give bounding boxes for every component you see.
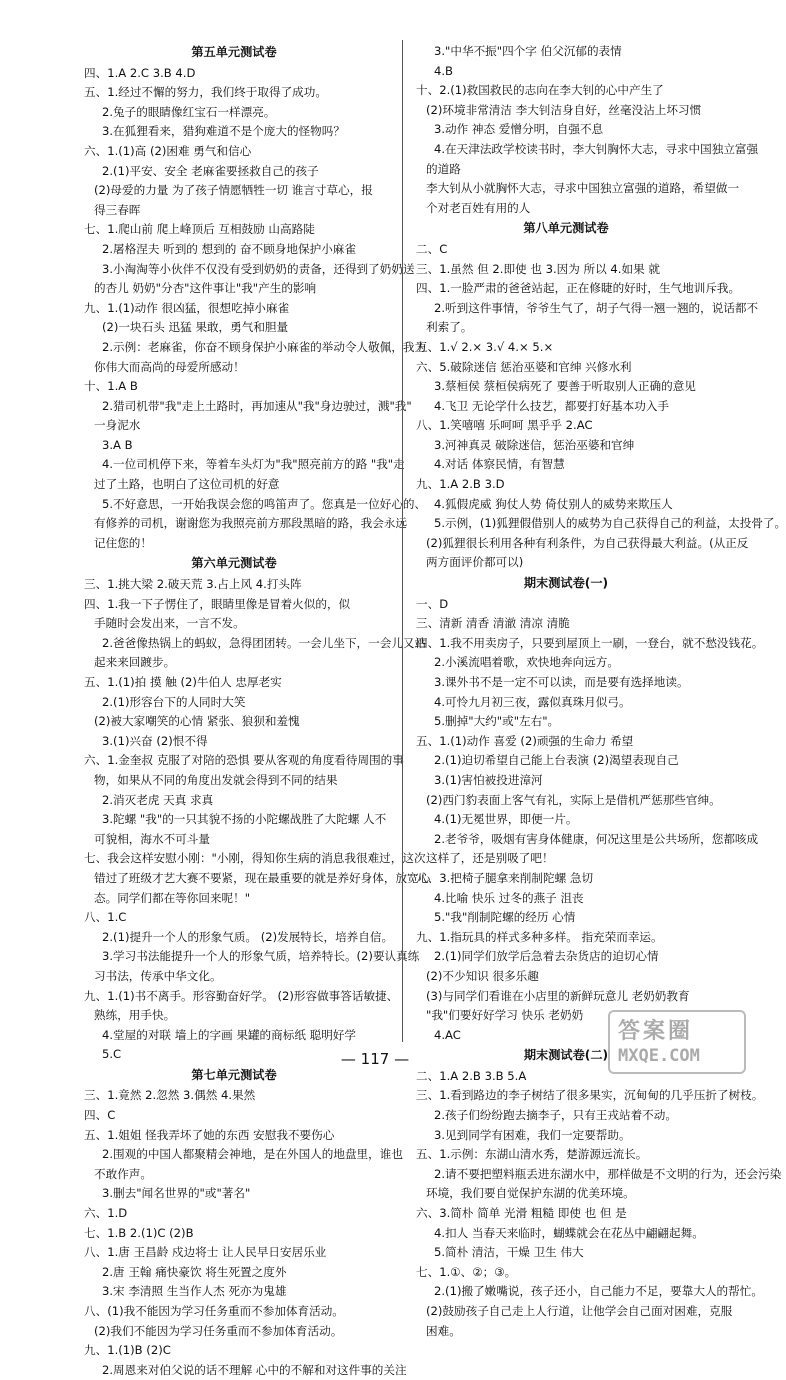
answer-line: 态。同学们都在等你回来呢！" xyxy=(94,890,251,905)
answer-line: 的道路 xyxy=(426,161,461,176)
section-heading: 期末测试卷(一) xyxy=(523,576,609,591)
answer-line: 3.在狐狸看来，猎狗难道不是个庞大的怪物吗？ xyxy=(102,124,345,139)
answer-line: 有修养的司机，谢谢您为我照亮前方那段黑暗的路，我会永远 xyxy=(94,516,408,531)
answer-line: (2)被大家嘲笑的心情 紧张、狼狈和羞愧 xyxy=(94,714,300,729)
answer-line: 4.比喻 快乐 过冬的燕子 沮丧 xyxy=(434,890,584,905)
answer-line: 你伟大而高尚的母爱所感动！ xyxy=(94,359,245,374)
answer-line: 3.(1)害怕被投进漳河 xyxy=(434,772,543,787)
answer-line: 五、1.(1)动作 喜爱 (2)顽强的生命力 希望 xyxy=(416,733,634,748)
answer-line: 八、(1)我不能因为学习任务重而不参加体育活动。 xyxy=(84,1304,344,1318)
answer-line: 2.消灭老虎 天真 求真 xyxy=(102,792,214,807)
section-heading: 第六单元测试卷 xyxy=(191,556,277,571)
answer-line: 错过了班级才艺大赛不要紧，现在最重要的就是养好身体，放宽心 xyxy=(94,870,431,885)
answer-line: 三、清新 清香 清澈 清凉 清脆 xyxy=(416,616,570,631)
answer-line: 5.不好意思，一开始我误会您的鸣笛声了。您真是一位好心的、 xyxy=(102,496,427,511)
answer-line: 2.周恩来对伯父说的话不理解 心中的不解和对这件事的关注 xyxy=(102,1362,407,1377)
answer-line: 4.一位司机停下来，等着车头灯为"我"照亮前方的路 "我"走 xyxy=(102,457,405,472)
answer-line: 2.小溪流唱着歌，欢快地奔向远方。 xyxy=(434,655,619,670)
answer-line: 三、1.竟然 2.忽然 3.偶然 4.果然 xyxy=(84,1088,256,1103)
answer-line: 三、1.虽然 但 2.即使 也 3.因为 所以 4.如果 就 xyxy=(416,261,660,276)
answer-line: 5.简朴 清洁，干燥 卫生 伟大 xyxy=(434,1245,584,1260)
answer-line: 3.A B xyxy=(102,437,133,452)
answer-line: 五、1.示例：东湖山清水秀，楚游源远流长。 xyxy=(416,1147,648,1162)
answer-line: (2)一块石头 迅猛 果敢，勇气和胆量 xyxy=(102,320,289,335)
section-heading: 第八单元测试卷 xyxy=(523,221,609,236)
answer-line: 2.(1)同学们放学后急着去杂货店的迫切心情 xyxy=(434,949,659,964)
answer-line: 4.B xyxy=(434,63,454,78)
answer-line: 六、1.D xyxy=(84,1206,128,1221)
answer-line: 熟练，用手快。 xyxy=(94,1008,176,1023)
answer-line: 2.屠格涅夫 听到的 想到的 奋不顾身地保护小麻雀 xyxy=(102,241,356,256)
answer-line: 4.狐假虎威 狗仗人势 倚仗别人的威势来欺压人 xyxy=(434,496,673,511)
section-heading: 第七单元测试卷 xyxy=(191,1067,277,1082)
answer-line: 4.在天津法政学校读书时，李大钊胸怀大志，寻求中国独立富强 xyxy=(434,141,759,156)
answer-line: 九、1.(1)书不离手。形容勤奋好学。 (2)形容做事答话敏捷、 xyxy=(84,988,399,1003)
answer-line: 八、1.唐 王昌龄 戍边将士 让人民早日安居乐业 xyxy=(84,1245,327,1260)
answer-line: 4.可怜九月初三夜，露似真珠月似弓。 xyxy=(434,694,631,709)
answer-line: 五、1.(1)拍 摸 触 (2)牛伯人 忠厚老实 xyxy=(84,675,282,689)
answer-line: 4.AC xyxy=(434,1027,461,1042)
answer-line: 五、1.经过不懈的努力，我们终于取得了成功。 xyxy=(84,85,327,100)
answer-line: 3.动作 神态 爱憎分明，自强不息 xyxy=(434,122,604,137)
answer-line: 2.(1)形容台下的人同时大笑 xyxy=(102,694,246,709)
answer-line: 个对老百姓有用的人 xyxy=(426,200,531,215)
answer-line: 十、2.(1)救国救民的志向在李大钊的心中产生了 xyxy=(416,83,664,98)
answer-line: 四、1.一脸严肃的爸爸站起，正在修睫的好时，生气地训斥我。 xyxy=(416,281,741,296)
answer-line: 3.宋 李清照 生当作人杰 死亦为鬼雄 xyxy=(102,1284,287,1299)
answer-line: 4.(1)无冕世界，即便一片。 xyxy=(434,812,578,827)
answer-line: 4.对话 体察民情，有智慧 xyxy=(434,457,565,472)
answer-line: 2.听到这件事情，爷爷生气了，胡子气得一翘一翘的，说话都不 xyxy=(434,300,759,315)
answer-line: 九、1.(1)B (2)C xyxy=(84,1343,171,1358)
answer-line: (2)西门豹表面上客气有礼，实际上是借机严惩那些官绅。 xyxy=(426,792,721,807)
watermark-logo xyxy=(608,1010,746,1074)
answer-line: 3.小淘淘等小伙伴不仅没有受到奶奶的责备，还得到了奶奶送 xyxy=(102,261,415,276)
answer-line: 一、D xyxy=(416,596,449,611)
answer-line: 七、1.B 2.(1)C (2)B xyxy=(84,1225,194,1240)
answer-line: 李大钊从小就胸怀大志，寻求中国独立富强的道路，希望做一 xyxy=(426,181,740,196)
answer-line: 3.蔡桓侯 蔡桓侯病死了 要善于听取别人正确的意见 xyxy=(434,379,696,394)
answer-line: 3.学习书法能提升一个人的形象气质，培养特长。(2)要认真练 xyxy=(102,949,420,964)
answer-line: 利索了。 xyxy=(426,320,473,335)
answer-line: (2)狐狸很长利用各种有利条件，为自己获得最大利益。(从正反 xyxy=(426,535,749,550)
answer-line: 2.(1)平安、安全 老麻雀要拯救自己的孩子 xyxy=(102,163,319,178)
answer-line: 四、1.我一下子愣住了，眼睛里像是冒着火似的，似 xyxy=(84,596,351,611)
answer-line: 九、1.(1)动作 很凶猛，很想吃掉小麻雀 xyxy=(84,300,290,315)
answer-line: 九、1.指玩具的样式多种多样。 指充荣而幸运。 xyxy=(416,929,663,944)
answer-line: 2.唐 王翰 痛快豪饮 将生死置之度外 xyxy=(102,1264,287,1279)
answer-line: "我"们要好好学习 快乐 老奶奶 xyxy=(426,1008,584,1023)
answer-line: (2)环境非常清洁 李大钊洁身自好，丝毫没沾上坏习惯 xyxy=(426,102,702,117)
answer-line: 5.C xyxy=(102,1047,122,1062)
answer-line: 5."我"削制陀螺的经历 心情 xyxy=(434,910,576,925)
answer-line: 的杏儿 奶奶"分杏"这件事让"我"产生的影响 xyxy=(94,281,317,296)
answer-line: 这样了，还是别吸了吧！ xyxy=(426,851,554,866)
answer-line: 得三春晖 xyxy=(94,202,141,217)
answer-line: 两方面评价都可以) xyxy=(426,555,524,570)
answer-line: 5.示例，(1)狐狸假借别人的威势为自己获得自己的利益，太投骨了。 xyxy=(434,516,786,531)
answer-line: 二、C xyxy=(416,241,448,256)
answer-line: 3.见到同学有困难，我们一定要帮助。 xyxy=(434,1127,631,1142)
answer-line: (3)与同学们看谁在小店里的新鲜玩意儿 老奶奶教育 xyxy=(426,988,690,1003)
answer-line: 不敢作声。 xyxy=(94,1166,152,1181)
answer-line: 2.请不要把塑料瓶丢进东湖水中，那样做是不文明的行为，还会污染 xyxy=(434,1166,782,1181)
answer-line: 物，如果从不同的角度出发就会得到不同的结果 xyxy=(94,772,338,787)
answer-line: 5.删掉"大约"或"左右"。 xyxy=(434,714,560,729)
answer-line: 4.飞卫 无论学什么技艺，都要打好基本功入手 xyxy=(434,398,670,413)
answer-line: 2.孩子们纷纷跑去摘李子，只有王戎站着不动。 xyxy=(434,1108,677,1123)
answer-line: 4.扣人 当春天来临时，蝴蝶就会在花丛中翩翩起舞。 xyxy=(434,1225,704,1240)
answer-line: 六、1.(1)高 (2)困难 勇气和信心 xyxy=(84,143,252,158)
answer-line: 起来来回踱步。 xyxy=(94,655,176,670)
watermark-title: 答案圈 xyxy=(618,1019,694,1044)
answer-line: 手随时会发出来，一言不发。 xyxy=(94,616,245,631)
answer-line: 2.老爷爷，吸烟有害身体健康，何况这里是公共场所，您都咳成 xyxy=(434,831,759,846)
answer-line: 3.河神真灵 破除迷信，惩治巫婆和官绅 xyxy=(434,437,635,452)
answer-line: 3.删去"闻名世界的"或"著名" xyxy=(102,1186,251,1201)
answer-line: 2.围观的中国人都聚精会神地，是在外国人的地盘里，谁也 xyxy=(102,1147,403,1162)
right-column xyxy=(416,42,786,1341)
answer-line: 2.猎司机带"我"走上土路时，再加速从"我"身边驶过，溅"我" xyxy=(102,398,412,413)
page-number: — 117 — xyxy=(340,1050,410,1068)
answer-line: 二、1.A 2.B 3.B 5.A xyxy=(416,1068,527,1083)
answer-line: 七、1.①、②；③。 xyxy=(416,1264,517,1279)
answer-line: 七、我会这样安慰小刚："小刚，得知你生病的消息我很难过，这次 xyxy=(84,851,426,866)
answer-line: 可貌相，海水不可斗量 xyxy=(94,831,210,846)
column-divider xyxy=(402,40,403,1042)
answer-line: 四、1.我不用卖房子，只要到屋顶上一刷，一登台，就不愁没钱花。 xyxy=(416,635,764,650)
answer-line: 2.(1)搬了嫩嘴说，孩子还小，自己能力不足，要靠大人的帮忙。 xyxy=(434,1284,763,1299)
answer-line: 三、1.挑大梁 2.破天荒 3.占上风 4.打头阵 xyxy=(84,577,302,592)
answer-line: 3."中华不振"四个字 伯父沉郁的表情 xyxy=(434,44,622,58)
answer-line: (2)母爱的力量 为了孩子情愿牺牲一切 谁言寸草心，报 xyxy=(94,183,373,198)
answer-line: 五、1.√ 2.× 3.√ 4.× 5.× xyxy=(416,339,554,354)
answer-line: 环境，我们要自觉保护东湖的优美环境。 xyxy=(426,1186,635,1201)
answer-line: 六、1.金奎叔 克服了对陪的恐惧 要从客观的角度看待周围的事 xyxy=(84,753,404,768)
answer-line: (2)我们不能因为学习任务重而不参加体育活动。 xyxy=(94,1323,343,1338)
answer-line: 2.(1)提升一个人的形象气质。 (2)发展特长，培养自信。 xyxy=(102,929,394,944)
answer-line: 3.陀螺 "我"的一只其貌不扬的小陀螺战胜了大陀螺 人不 xyxy=(102,812,387,827)
section-heading: 第五单元测试卷 xyxy=(191,45,277,59)
answer-line: 八、3.把椅子腿拿来削制陀螺 急切 xyxy=(416,870,594,885)
watermark-url: MXQE.COM xyxy=(618,1046,700,1066)
answer-line: 一身泥水 xyxy=(94,418,141,433)
answer-line: (2)鼓励孩子自己走上人行道，让他学会自己面对困难，克服 xyxy=(426,1304,733,1318)
answer-line: (2)不少知识 很多乐趣 xyxy=(426,968,539,983)
left-column xyxy=(84,42,431,1380)
answer-line: 八、1.C xyxy=(84,910,127,925)
answer-line: 三、1.看到路边的李子树结了很多果实，沉甸甸的几乎压折了树枝。 xyxy=(416,1088,764,1103)
answer-line: 2.爸爸像热锅上的蚂蚁，急得团团转。一会儿坐下，一会儿又站 xyxy=(102,635,427,650)
section-heading: 期末测试卷(二) xyxy=(523,1048,609,1063)
answer-line: 3.(1)兴奋 (2)恨不得 xyxy=(102,733,208,748)
answer-line: 习书法，传承中华文化。 xyxy=(94,968,222,983)
answer-line: 四、C xyxy=(84,1108,116,1123)
answer-line: 五、1.姐姐 怪我弄坏了她的东西 安慰我不要伤心 xyxy=(84,1127,335,1142)
answer-line: 2.示例：老麻雀，你奋不顾身保护小麻雀的举动令人敬佩，我为 xyxy=(102,339,427,354)
answer-line: 八、1.笑嘻嘻 乐呵呵 黑乎乎 2.AC xyxy=(416,418,593,433)
answer-line: 七、1.爬山前 爬上峰顶后 互相鼓励 山高路陡 xyxy=(84,222,315,237)
answer-line: 4.堂屋的对联 墙上的字画 果罐的商标纸 聪明好学 xyxy=(102,1027,356,1042)
answer-line: 四、1.A 2.C 3.B 4.D xyxy=(84,65,196,80)
answer-line: 记住您的！ xyxy=(94,535,152,550)
answer-line: 过了土路，也明白了这位司机的好意 xyxy=(94,477,280,492)
answer-line: 2.(1)迫切希望自己能上台表演 (2)渴望表现自己 xyxy=(434,753,679,768)
answer-line: 六、5.破除迷信 惩治巫婆和官绅 兴修水利 xyxy=(416,359,632,374)
answer-line: 十、1.A B xyxy=(84,379,138,394)
answer-line: 3.课外书不是一定不可以读，而是要有选择地读。 xyxy=(434,675,689,689)
answer-line: 九、1.A 2.B 3.D xyxy=(416,477,505,492)
answer-line: 困难。 xyxy=(426,1323,461,1338)
answer-line: 六、3.简朴 简单 光滑 粗糙 即使 也 但 是 xyxy=(416,1206,627,1221)
answer-line: 2.兔子的眼睛像红宝石一样漂亮。 xyxy=(102,104,276,119)
